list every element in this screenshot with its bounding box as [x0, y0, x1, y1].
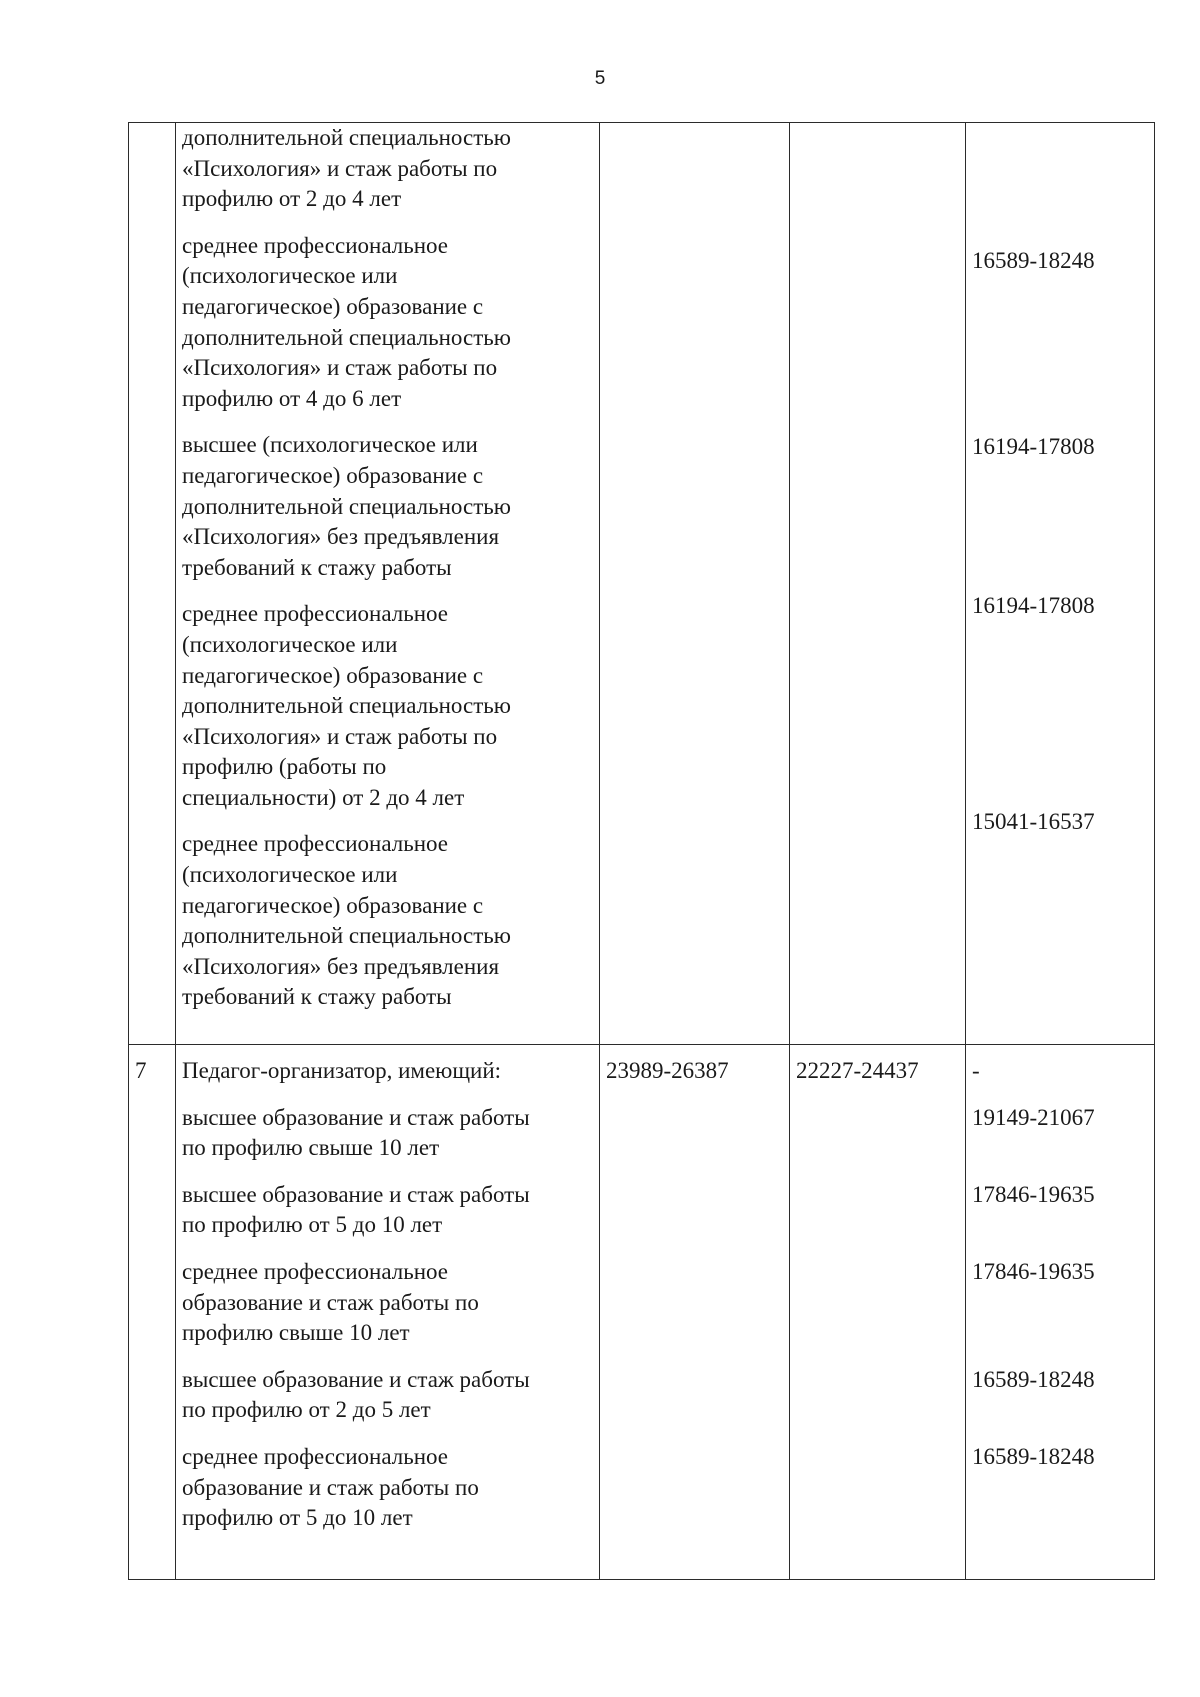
qualification-cell: [176, 123, 600, 1045]
qualification-entry: высшее образование и стаж работы по профилю свыше 10 лет: [182, 1104, 530, 1161]
qualification-entry: высшее образование и стаж работы по профилю от 2 до 5 лет: [182, 1366, 530, 1423]
salary-range-value: [972, 123, 1148, 246]
qualification-entry: среднее профессиональное образование и стаж работы по профилю от 5 до 10 лет: [182, 1443, 479, 1531]
qualification-entry: среднее профессиональное (психологическое или педагогическое) образование с дополнительной специальностью «Психология» и стаж работы по профилю (работы по специальности) от 2 до 4 лет: [182, 601, 511, 810]
salary-cell: 23989-26387: [600, 1045, 790, 1580]
salary-range-value: 16589-18248: [972, 247, 1095, 273]
qualification-entry: среднее профессиональное (психологическое или педагогическое) образование с дополнительной специальностью «Психология» без предъявления требований к стажу работы: [182, 831, 511, 1010]
salary-range-value: 16194-17808: [972, 593, 1095, 619]
salary-range-value: 17846-19635: [972, 1181, 1095, 1207]
salary-range-value: -: [972, 1058, 980, 1083]
salary-cell: [600, 123, 790, 1045]
table-row: [129, 1045, 1155, 1580]
salary-range-cell: [966, 123, 1155, 1045]
qualification-entry: среднее профессиональное (психологическое или педагогическое) образование с дополнительной специальностью «Психология» и стаж работы по профилю от 4 до 6 лет: [182, 232, 511, 411]
salary-range-value: 16589-18248: [972, 1366, 1095, 1392]
salary-range-value: 15041-16537: [972, 809, 1095, 835]
page-number: 5: [594, 68, 606, 89]
row-number-cell: [129, 123, 176, 1045]
salary-cell: 22227-24437: [790, 1045, 966, 1580]
salary-range-value: 16194-17808: [972, 434, 1095, 460]
salary-range-value: 19149-21067: [972, 1104, 1095, 1130]
salary-cell: [790, 123, 966, 1045]
row-number-cell: 7: [129, 1045, 176, 1580]
qualification-entry: высшее (психологическое или педагогическое) образование с дополнительной специальностью «Психология» без предъявления требований к стажу работы: [182, 432, 511, 580]
table-row: [129, 123, 1155, 1045]
salary-table: [128, 122, 1155, 1580]
salary-range-value: 17846-19635: [972, 1258, 1095, 1284]
salary-range-cell: [966, 1045, 1155, 1580]
qualification-cell: [176, 1045, 600, 1580]
qualification-entry: среднее профессиональное образование и стаж работы по профилю свыше 10 лет: [182, 1258, 479, 1346]
qualification-entry: Педагог-организатор, имеющий:: [182, 1058, 502, 1083]
qualification-entry: дополнительной специальностью «Психология» и стаж работы по профилю от 2 до 4 лет: [182, 125, 511, 212]
salary-range-value: 16589-18248: [972, 1443, 1095, 1469]
qualification-entry: высшее образование и стаж работы по профилю от 5 до 10 лет: [182, 1181, 530, 1238]
